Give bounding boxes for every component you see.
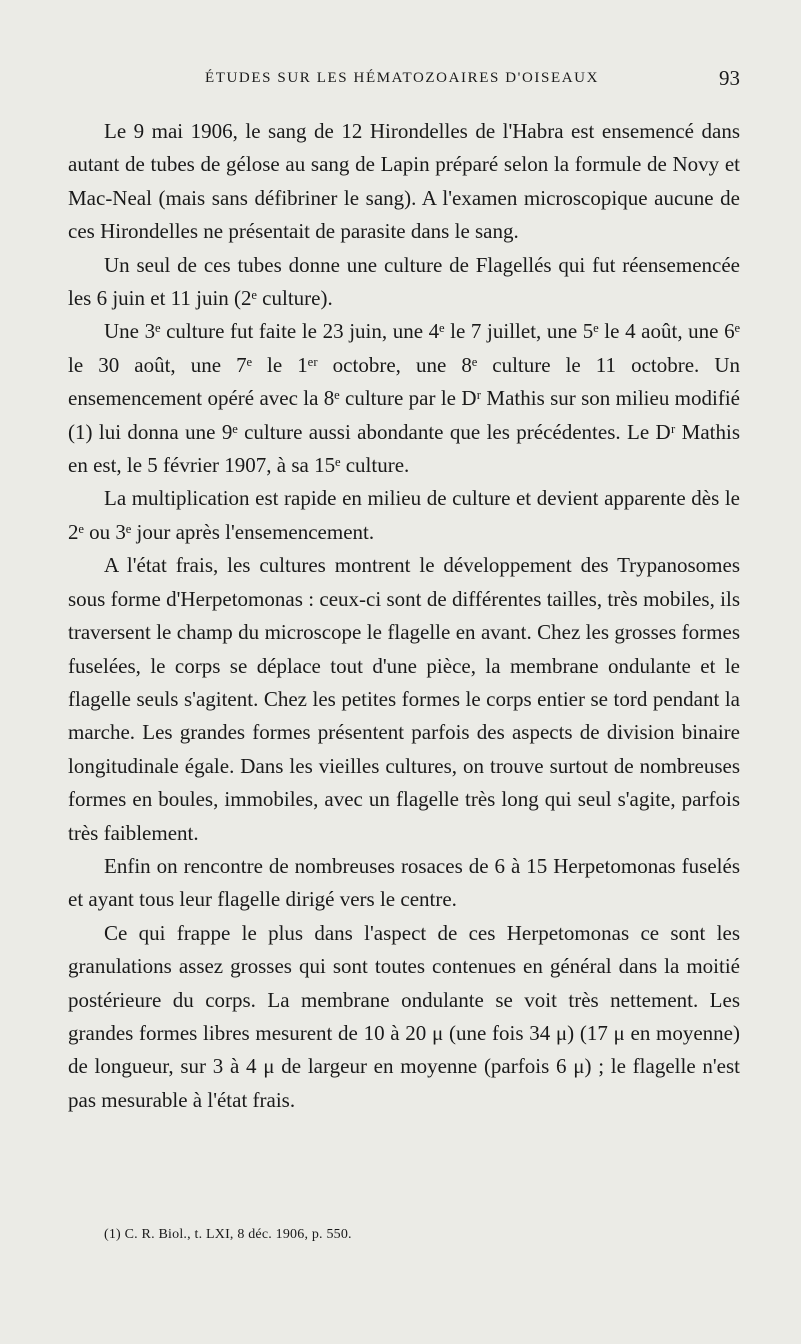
running-title: ÉTUDES SUR LES HÉMATOZOAIRES D'OISEAUX	[204, 70, 600, 86]
paragraph-4: La multiplication est rapide en milieu de culture et devient apparente dès le 2ᵉ ou 3ᵉ jour après l'ensemencement.	[68, 486, 740, 544]
footnote: (1) C. R. Biol., t. LXI, 8 déc. 1906, p. 550.	[104, 1227, 352, 1242]
running-head	[64, 66, 740, 92]
paragraph-3: Une 3ᵉ culture fut faite le 23 juin, une 4ᵉ le 7 juillet, une 5ᵉ le 4 août, une 6ᵉ le 30 août, une 7ᵉ le 1ᵉʳ octobre, une 8ᵉ culture le 11 octobre. Un ensemencement opéré avec la 8ᵉ culture par le Dʳ Mathis sur son milieu modifié (1) lui donna une 9ᵉ culture aussi abondante que les précédentes. Le Dʳ Mathis en est, le 5 février 1907, à sa 15ᵉ culture.	[68, 319, 740, 478]
paragraph-7: Ce qui frappe le plus dans l'aspect de ces Herpetomonas ce sont les granulations assez grosses qui sont toutes contenues en général dans la moitié postérieure du corps. La membrane ondulante se voit très nettement. Les grandes formes libres mesurent de 10 à 20 μ (une fois 34 μ) (17 μ en moyenne) de longueur, sur 3 à 4 μ de largeur en moyenne (parfois 6 μ) ; le flagelle n'est pas mesurable à l'état frais.	[68, 920, 740, 1112]
paragraph-2: Un seul de ces tubes donne une culture de Flagellés qui fut réensemencée les 6 juin et 11 juin (2ᵉ culture).	[68, 252, 740, 311]
paragraph-5: A l'état frais, les cultures montrent le développement des Trypanosomes sous forme d'Herpetomonas : ceux-ci sont de différentes tailles, très mobiles, ils traversent le champ du microscope le flagelle en avant. Chez les grosses formes fuselées, le corps se déplace tout d'une pièce, la membrane ondulante et le flagelle seuls s'agitent. Chez les petites formes le corps entier se tord pendant la marche. Les grandes formes présentent parfois des aspects de division binaire longitudinale égale. Dans les vieilles cultures, on trouve surtout de nombreuses formes en boules, immobiles, avec un flagelle très long qui seul s'agite, parfois très faiblement.	[68, 553, 740, 845]
paragraph-6: Enfin on rencontre de nombreuses rosaces de 6 à 15 Herpetomonas fuselés et ayant tous leur flagelle dirigé vers le centre.	[68, 853, 740, 912]
paragraph-1: Le 9 mai 1906, le sang de 12 Hirondelles de l'Habra est ensemencé dans autant de tubes de gélose au sang de Lapin préparé selon la formule de Novy et Mac-Neal (mais sans défibriner le sang). A l'examen microscopique aucune de ces Hirondelles ne présentait de parasite dans le sang.	[68, 119, 740, 244]
page-number: 93	[719, 66, 740, 90]
body-text	[68, 115, 740, 1117]
